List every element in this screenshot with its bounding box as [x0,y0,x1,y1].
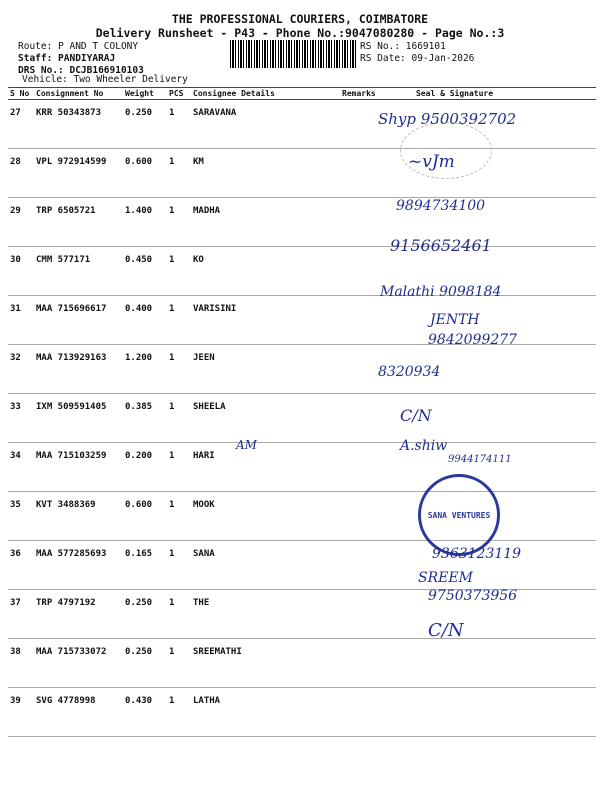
signature-29: 9894734100 [396,198,486,214]
stamp-text: SANA VENTURES [427,510,491,520]
row-consignment: MAA 577285693 [34,541,123,590]
row-remarks [340,296,392,345]
row-remarks [340,541,392,590]
row-consignee: HARI [191,443,340,492]
row-consignment: CMM 577171 [34,247,123,296]
signature-28: ~vJm [408,152,455,172]
row-pcs: 1 [167,443,191,492]
row-consignment: IXM 509591405 [34,394,123,443]
row-sno: 35 [8,492,34,541]
row-weight: 0.250 [123,100,167,149]
row-pcs: 1 [167,149,191,198]
row-remarks [340,443,392,492]
row-weight: 0.200 [123,443,167,492]
row-weight: 0.385 [123,394,167,443]
table-row [8,345,596,394]
row-consignment: KRR 50343873 [34,100,123,149]
signature-38b: 9750373956 [428,588,518,604]
row-sno: 38 [8,639,34,688]
table-row [8,639,596,688]
row-weight: 1.200 [123,345,167,394]
row-weight: 0.250 [123,590,167,639]
barcode-image [230,40,357,68]
signature-37: 9363123119 [432,546,522,562]
row-consignee: SREEMATHI [191,639,340,688]
row-consignee: MADHA [191,198,340,247]
row-sno: 39 [8,688,34,737]
row-sno: 27 [8,100,34,149]
row-consignment: MAA 713929163 [34,345,123,394]
row-consignee: SHEELA [191,394,340,443]
col-sno: S No [8,88,34,100]
row-sno: 31 [8,296,34,345]
row-remarks [340,639,392,688]
row-sno: 33 [8,394,34,443]
row-consignment: MAA 715733072 [34,639,123,688]
row-weight: 0.400 [123,296,167,345]
row-pcs: 1 [167,247,191,296]
sana-ventures-stamp [418,474,500,556]
table-row [8,149,596,198]
row-seal [392,688,596,737]
row-weight: 1.400 [123,198,167,247]
table-row [8,394,596,443]
signature-32a: JENTH [430,312,480,328]
row-remarks [340,198,392,247]
vehicle-label: Vehicle: Two Wheeler Delivery [22,74,188,85]
row-consignee: KO [191,247,340,296]
row-remarks [340,492,392,541]
row-sno: 28 [8,149,34,198]
row-sno: 34 [8,443,34,492]
row-sno: 29 [8,198,34,247]
rs-number: RS No.: 1669101 [360,41,446,52]
row-pcs: 1 [167,198,191,247]
table-row [8,688,596,737]
row-sno: 32 [8,345,34,394]
table-row [8,198,596,247]
row-pcs: 1 [167,590,191,639]
signature-32b: 9842099277 [428,332,518,348]
row-consignee: VARISINI [191,296,340,345]
col-remarks: Remarks [340,88,392,100]
row-weight: 0.165 [123,541,167,590]
route-label: Route: P AND T COLONY [18,41,139,52]
row-pcs: 1 [167,639,191,688]
row-consignee: SARAVANA [191,100,340,149]
signature-35-name: AM [236,438,257,452]
row-weight: 0.600 [123,492,167,541]
signature-38a: SREEM [418,570,473,586]
row-weight: 0.250 [123,639,167,688]
table-row [8,443,596,492]
table-row [8,247,596,296]
row-pcs: 1 [167,492,191,541]
signature-34: C/N [400,406,432,425]
col-pcs: PCS [167,88,191,100]
row-pcs: 1 [167,688,191,737]
row-pcs: 1 [167,296,191,345]
page-title: THE PROFESSIONAL COURIERS, COIMBATORE [171,12,429,26]
row-remarks [340,590,392,639]
row-consignment: KVT 3488369 [34,492,123,541]
row-pcs: 1 [167,100,191,149]
signature-39: C/N [428,620,464,641]
row-consignment: SVG 4778998 [34,688,123,737]
row-weight: 0.600 [123,149,167,198]
row-consignment: VPL 972914599 [34,149,123,198]
table-row [8,492,596,541]
row-consignment: MAA 715103259 [34,443,123,492]
row-consignment: MAA 715696617 [34,296,123,345]
col-consignment: Consignment No [34,88,123,100]
row-sno: 30 [8,247,34,296]
col-consignee: Consignee Details [191,88,340,100]
row-weight: 0.430 [123,688,167,737]
signature-35: A.shiw [400,438,448,454]
runsheet-table [8,87,596,737]
col-seal-signature: Seal & Signature [392,88,596,100]
row-consignee: MOOK [191,492,340,541]
row-remarks [340,394,392,443]
row-remarks [340,688,392,737]
col-weight: Weight [123,88,167,100]
row-pcs: 1 [167,345,191,394]
row-consignee: KM [191,149,340,198]
row-consignee: THE [191,590,340,639]
row-sno: 36 [8,541,34,590]
row-remarks [340,149,392,198]
drs-label: DRS No.: DCJB166910103 [18,65,144,76]
signature-33: 8320934 [378,364,441,380]
signature-30: 9156652461 [390,236,492,255]
row-pcs: 1 [167,394,191,443]
table-header-row [8,88,596,100]
signature-35b: 9944174111 [448,454,512,465]
signature-31: Malathi 9098184 [380,284,502,300]
row-consignment: TRP 6505721 [34,198,123,247]
row-consignee: SANA [191,541,340,590]
row-consignee: JEEN [191,345,340,394]
row-consignment: TRP 4797192 [34,590,123,639]
rs-date: RS Date: 09-Jan-2026 [360,53,475,64]
runsheet-subtitle: Delivery Runsheet - P43 - Phone No.:9047080280 - Page No.:3 [95,26,505,40]
row-consignee: LATHA [191,688,340,737]
staff-label: Staff: PANDIYARAJ [18,53,116,64]
row-seal [392,639,596,688]
row-pcs: 1 [167,541,191,590]
row-sno: 37 [8,590,34,639]
row-weight: 0.450 [123,247,167,296]
signature-27: Shyp 9500392702 [378,110,517,128]
